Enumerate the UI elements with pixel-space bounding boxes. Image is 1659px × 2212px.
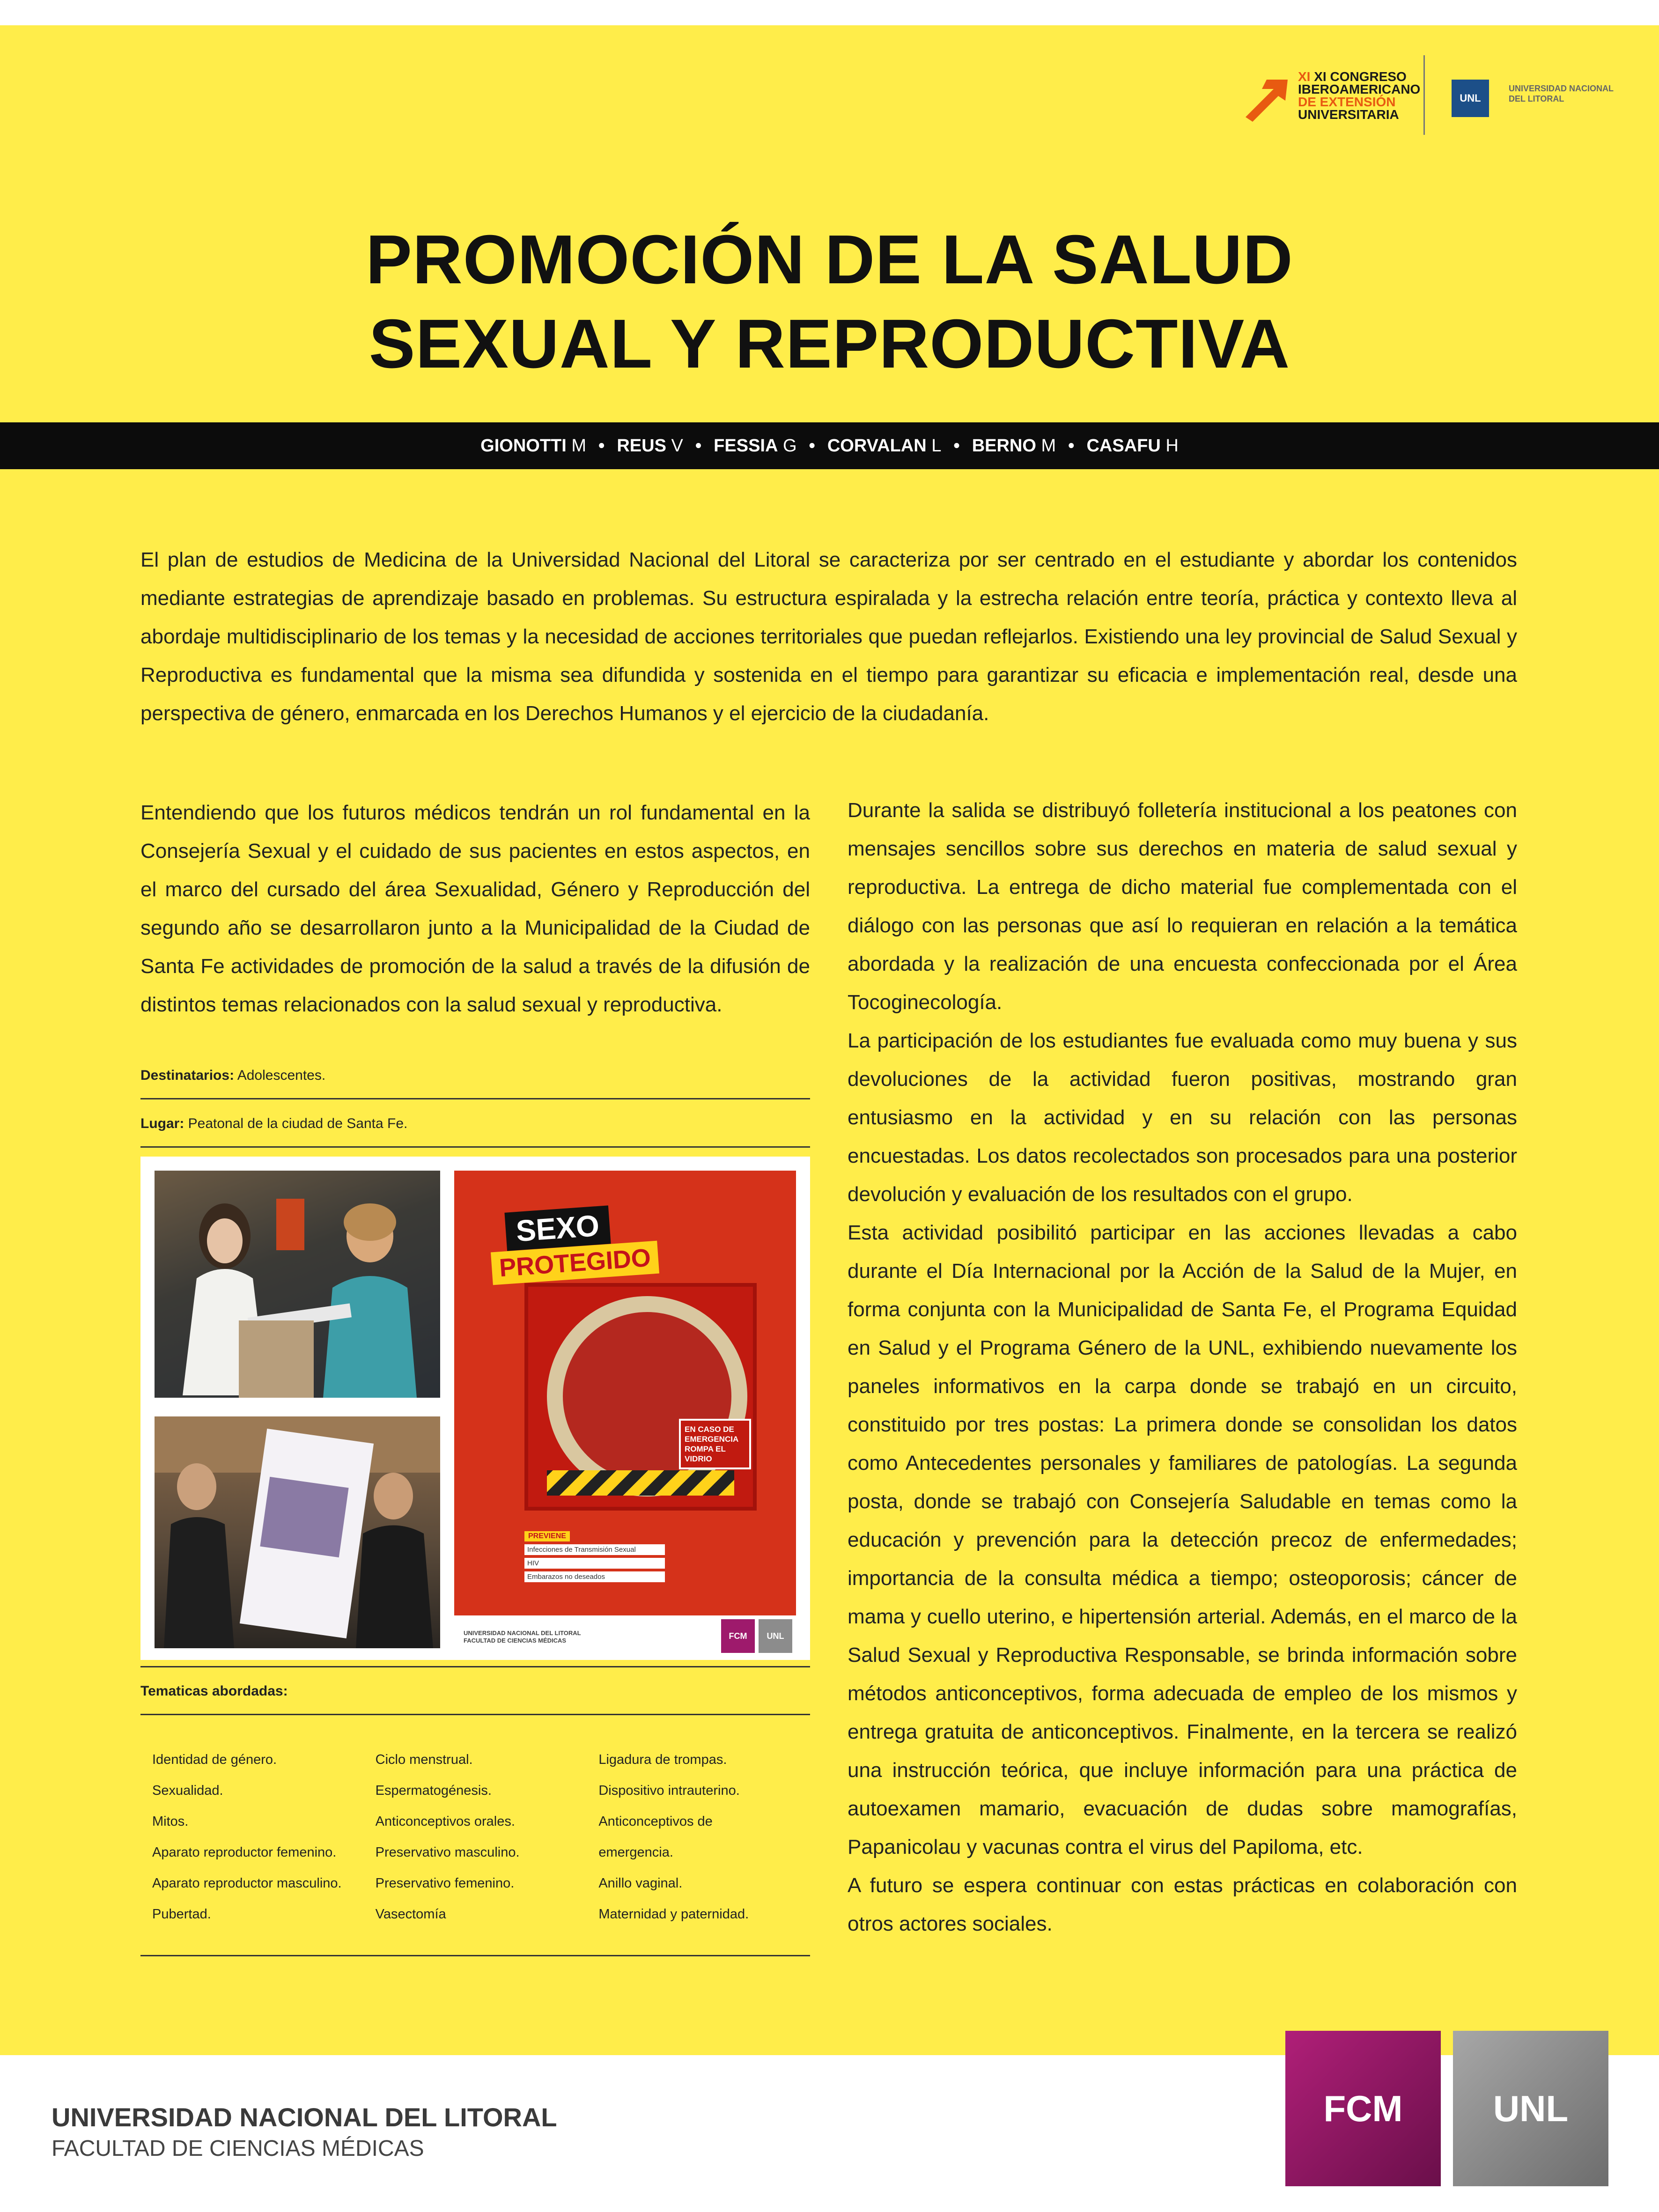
theme-item: Anticonceptivos orales. bbox=[375, 1814, 515, 1829]
lugar-value: Peatonal de la ciudad de Santa Fe. bbox=[184, 1116, 408, 1131]
unl-badge: UNL bbox=[1452, 80, 1489, 117]
page-title-line1: PROMOCIÓN DE LA SALUD bbox=[366, 221, 1293, 298]
theme-item: emergencia. bbox=[598, 1845, 673, 1860]
authors-bar bbox=[0, 422, 1659, 469]
congreso-line3: DE EXTENSIÓN bbox=[1298, 95, 1396, 109]
unl-header-text: UNIVERSIDAD NACIONAL DEL LITORAL bbox=[1509, 84, 1614, 103]
author: CORVALAN L bbox=[827, 435, 942, 456]
congreso-line4: UNIVERSITARIA bbox=[1298, 107, 1399, 122]
author: FESSIA G bbox=[714, 435, 797, 456]
destinatarios-value: Adolescentes. bbox=[234, 1068, 326, 1083]
footer-faculty: FACULTAD DE CIENCIAS MÉDICAS bbox=[52, 2136, 424, 2161]
poster-footer bbox=[454, 1615, 796, 1658]
unl-logo: UNL bbox=[1453, 2031, 1608, 2186]
theme-item: Ligadura de trompas. bbox=[598, 1752, 727, 1767]
poster-unl-logo: UNL bbox=[759, 1619, 792, 1653]
right-paragraph-3: Esta actividad posibilitó participar en las acciones llevadas a cabo durante el Día Internacional por la Acción de la Salud de la Mujer, en forma conjunta con la Municipalidad de Santa Fe, el Programa Equidad en Salud y el Programa Género de la UNL, exhibiendo nuevamente los paneles informativos en la carpa donde se trabajó en un circuito, constituido por tres postas: La primera donde se consolidan los datos como Antecedentes personales y familiares de patologías. La segunda posta, donde se trabajó con Consejería Saludable en temas como la educación y prevención para la detección precoz de enfermedades; importancia de la consulta médica a tiempo; osteoporosis; cáncer de mama y cuello uterino, e hipertensión arterial. Además, en el marco de la Salud Sexual y Reproductiva Responsable, se brinda información sobre métodos anticonceptivos, forma adecuada de empleo de los mismos y entrega gratuita de anticonceptivos. Finalmente, en la tercera se realizó una instrucción teórica, que incluye información para una práctica de autoexamen mamario, evacuación de dudas sobre mamografías, Papanicolau y vacunas contra el virus del Papiloma, etc. bbox=[848, 1221, 1517, 1858]
theme-item: Dispositivo intrauterino. bbox=[598, 1783, 740, 1798]
right-paragraph-1: Durante la salida se distribuyó folletería institucional a los peatones con mensajes sencillos sobre sus derechos en materia de salud sexual y reproductiva. La entrega de dicho material fue complementada con el diálogo con las personas que así lo requieran en relación a la temática abordada y la realización de una encuesta confeccionada por el Área Tocoginecología. bbox=[848, 799, 1517, 1014]
congreso-text: XI XI CONGRESO IBEROAMERICANO DE EXTENSIÓN UNIVERSITARIA bbox=[1298, 69, 1421, 122]
themes-column bbox=[376, 1744, 599, 1930]
congreso-line1: XI CONGRESO bbox=[1314, 69, 1407, 84]
left-column-paragraph: Entendiendo que los futuros médicos tendrán un rol fundamental en la Consejería Sexual y el cuidado de sus pacientes en estos aspectos, en el marco del cursado del área Sexualidad, Género y Reproducción del segundo año se desarrollaron junto a la Municipalidad de la Ciudad de Santa Fe actividades de promoción de la salud a través de la difusión de distintos temas relacionados con la salud sexual y reproductiva. bbox=[140, 801, 810, 1016]
lugar bbox=[140, 1116, 810, 1132]
themes-list bbox=[152, 1744, 822, 1930]
destinatarios bbox=[140, 1068, 810, 1084]
theme-item: Aparato reproductor masculino. bbox=[152, 1876, 342, 1891]
themes-heading: Tematicas abordadas: bbox=[140, 1683, 288, 1699]
image-panel bbox=[140, 1157, 810, 1660]
theme-item: Pubertad. bbox=[152, 1907, 211, 1922]
theme-item: Anillo vaginal. bbox=[598, 1876, 683, 1891]
previene-item: Embarazos no deseados bbox=[524, 1571, 665, 1582]
divider bbox=[140, 1098, 810, 1099]
author: GIONOTTI M bbox=[480, 435, 587, 456]
poster-fcm-logo: FCM bbox=[721, 1619, 755, 1653]
theme-item: Anticonceptivos de bbox=[598, 1814, 713, 1829]
theme-item: Aparato reproductor femenino. bbox=[152, 1845, 337, 1860]
divider bbox=[140, 1146, 810, 1148]
right-column bbox=[848, 791, 1517, 1943]
fire-hose-box bbox=[524, 1283, 757, 1511]
author: REUS V bbox=[617, 435, 683, 456]
bullet-separator: • bbox=[695, 435, 702, 456]
poster-emergencia: EN CASO DE EMERGENCIA ROMPA EL VIDRIO bbox=[679, 1419, 751, 1469]
poster-footer-text: UNIVERSIDAD NACIONAL DEL LITORAL FACULTAD DE CIENCIAS MÉDICAS bbox=[464, 1630, 581, 1644]
theme-item: Vasectomía bbox=[375, 1907, 446, 1922]
right-paragraph-4: A futuro se espera continuar con estas prácticas en colaboración con otros actores sociales. bbox=[848, 1874, 1517, 1935]
lugar-label: Lugar: bbox=[140, 1116, 184, 1131]
theme-item: Identidad de género. bbox=[152, 1752, 277, 1767]
page-title-line2: SEXUAL Y REPRODUCTIVA bbox=[369, 305, 1290, 383]
theme-item: Preservativo femenino. bbox=[375, 1876, 515, 1891]
theme-item: Mitos. bbox=[152, 1814, 189, 1829]
previene-item: Infecciones de Transmisión Sexual bbox=[524, 1544, 665, 1555]
bullet-separator: • bbox=[953, 435, 960, 456]
author: BERNO M bbox=[972, 435, 1056, 456]
themes-column bbox=[598, 1744, 822, 1930]
destinatarios-label: Destinatarios: bbox=[140, 1068, 235, 1083]
divider bbox=[140, 1714, 810, 1715]
author: CASAFU H bbox=[1086, 435, 1179, 456]
theme-item: Espermatogénesis. bbox=[375, 1783, 492, 1798]
bullet-separator: • bbox=[1068, 435, 1075, 456]
right-paragraph-2: La participación de los estudiantes fue evaluada como muy buena y sus devoluciones de la actividad fueron positivas, mostrando gran entusiasmo en la actividad y en su relación con las personas encuestadas. Los datos recolectados son procesados para una posterior devolución y evaluación de los resultados con el grupo. bbox=[848, 1029, 1517, 1206]
footer-university: UNIVERSIDAD NACIONAL DEL LITORAL bbox=[52, 2102, 557, 2132]
campaign-poster bbox=[454, 1171, 796, 1658]
previene-item: HIV bbox=[524, 1558, 665, 1569]
bullet-separator: • bbox=[809, 435, 815, 456]
congreso-line2: IBEROAMERICANO bbox=[1298, 82, 1421, 96]
themes-column bbox=[152, 1744, 376, 1930]
congreso-logo bbox=[1241, 70, 1420, 122]
poster-protegido: PROTEGIDO bbox=[491, 1241, 659, 1285]
poster-previene: PREVIENE bbox=[524, 1531, 570, 1541]
intro-paragraph: El plan de estudios de Medicina de la Universidad Nacional del Litoral se caracteriza por ser centrado en el estudiante y abordar los contenidos mediante estrategias de aprendizaje basado en problemas. Su estructura espiralada y la estrecha relación entre teoría, práctica y contexto lleva al abordaje multidisciplinario de los temas y la necesidad de acciones territoriales que puedan reflejarlos. Existiendo una ley provincial de Salud Sexual y Reproductiva es fundamental que la misma sea difundida y sostenida en el tiempo para garantizar su eficacia e implementación real, desde una perspectiva de género, enmarcada en los Derechos Humanos y el ejercicio de la ciudadanía. bbox=[140, 548, 1517, 725]
arrow-icon bbox=[1241, 70, 1292, 122]
theme-item: Ciclo menstrual. bbox=[375, 1752, 473, 1767]
hazard-stripes bbox=[547, 1470, 734, 1496]
bullet-separator: • bbox=[598, 435, 605, 456]
logo-divider bbox=[1423, 55, 1425, 135]
fcm-logo: FCM bbox=[1285, 2031, 1441, 2186]
theme-item: Maternidad y paternidad. bbox=[598, 1907, 749, 1922]
photo-students-poster bbox=[155, 1416, 440, 1648]
divider bbox=[140, 1666, 810, 1667]
theme-item: Preservativo masculino. bbox=[375, 1845, 520, 1860]
poster-sexo: SEXO bbox=[504, 1205, 611, 1251]
previene-box bbox=[524, 1531, 665, 1582]
photo-students-survey bbox=[155, 1171, 440, 1398]
theme-item: Sexualidad. bbox=[152, 1783, 223, 1798]
divider bbox=[140, 1955, 810, 1956]
